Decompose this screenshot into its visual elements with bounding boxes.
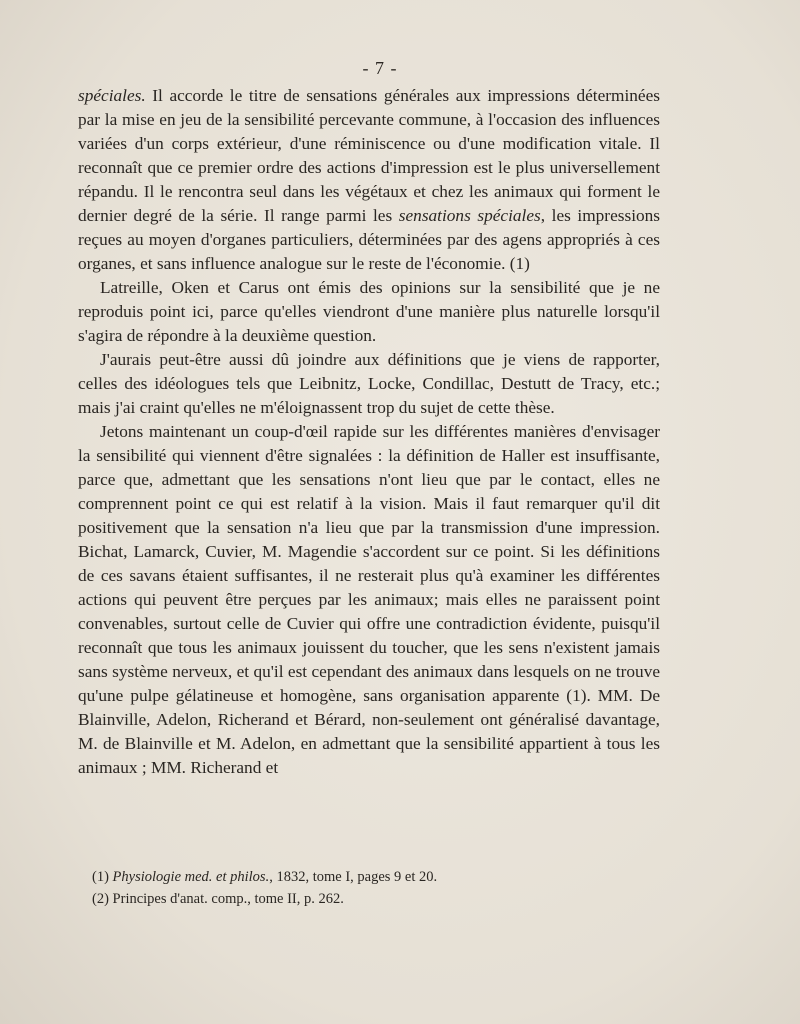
- paragraph-1: [78, 84, 660, 276]
- italic-lead: spéciales.: [78, 86, 146, 105]
- paragraph-text: Il accorde le titre de sensations générales aux impressions déterminées par la mise en jeu de la sensibilité percevante commune, à l'occasion des influences variées d'un corps extérieur, d'une réminiscence ou d'une modification vitale. Il reconnaît que ce premier ordre des actions d'impression est le plus universellement répandu. Il le rencontra seul dans les végétaux et chez les animaux qui forment le dernier degré de la série. Il range parmi les: [78, 86, 660, 225]
- footnote-2: [92, 888, 612, 910]
- footnotes: [92, 866, 612, 910]
- paragraph-2: Latreille, Oken et Carus ont émis des opinions sur la sensibilité que je ne reproduis point ici, parce qu'elles viendront d'une manière plus naturelle lorsqu'il s'agira de répondre à la deuxième question.: [78, 278, 660, 345]
- body-text: [78, 84, 660, 780]
- paragraph-4: Jetons maintenant un coup-d'œil rapide sur les différentes manières d'envisager la sensibilité qui viennent d'être signalées : la définition de Haller est insuffisante, parce que, admettant que les sensations n'ont lieu que par le contact, elles ne comprennent point ce qui est relatif à la vision. Mais il faut remarquer qu'il dit positivement que la sensation n'a lieu que par la transmission d'une impression. Bichat, Lamarck, Cuvier, M. Magendie s'accordent sur ce point. Si les définitions de ces savans étaient suffisantes, il ne resterait plus qu'à examiner les différentes actions qui peuvent être perçues par les animaux; mais elles ne paraissent point convenables, surtout celle de Cuvier qui offre une contradiction évidente, puisqu'il reconnaît que tous les animaux jouissent du toucher, que les sens n'existent jamais sans système nerveux, et qu'il est cependant des animaux dans lesquels on ne trouve qu'une pulpe gélatineuse et homogène, sans organisation apparente (1). MM. De Blainville, Adelon, Richerand et Bérard, non-seulement ont généralisé davantage, M. de Blainville et M. Adelon, en admettant que la sensibilité appartient à tous les animaux ; MM. Richerand et: [78, 422, 660, 777]
- footnote-italic: Physiologie med. et philos.: [112, 869, 270, 885]
- footnote-marker: (1): [92, 869, 109, 885]
- footnote-text: , 1832, tome I, pages 9 et 20.: [269, 869, 438, 885]
- paragraph-text: , les impressions reçues au moyen d'organes particuliers, déterminées par des agens appropriés à ces organes, et sans influence analogue sur le reste de l'économie. (1): [78, 206, 660, 273]
- footnote-1: [92, 866, 612, 888]
- paragraph-3: J'aurais peut-être aussi dû joindre aux définitions que je viens de rapporter, celles des idéologues tels que Leibnitz, Locke, Condillac, Destutt de Tracy, etc.; mais j'ai craint qu'elles ne m'éloignassent trop du sujet de cette thèse.: [78, 350, 660, 417]
- footnote-text: Principes d'anat. comp., tome II, p. 262.: [112, 891, 344, 907]
- italic-term: sensations spéciales: [398, 206, 541, 225]
- page-number: - 7 -: [362, 58, 398, 78]
- footnote-marker: (2): [92, 891, 109, 907]
